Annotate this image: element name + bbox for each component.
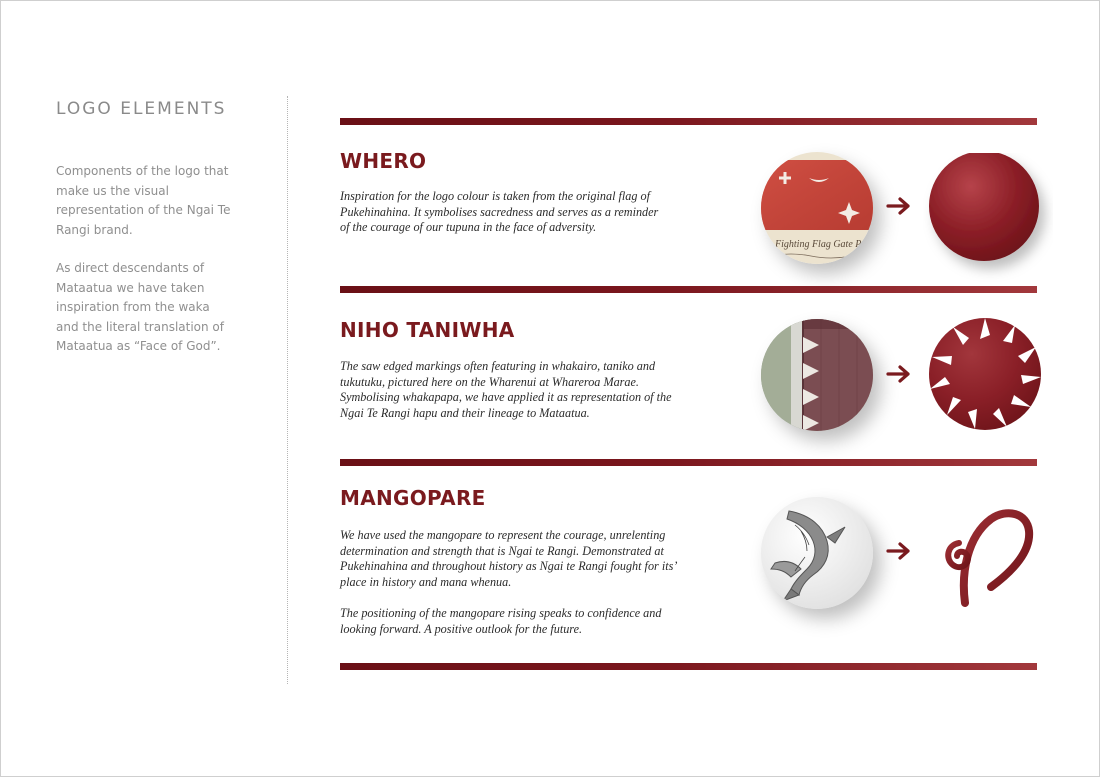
sidebar-divider (287, 96, 288, 684)
section-title-mangopare: MANGOPARE (340, 486, 486, 510)
section-bar-top (340, 118, 1037, 125)
arrow-right-icon (886, 196, 914, 216)
mangopare-paragraph-2: The positioning of the mangopare rising speaks to confidence and looking forward. A positive outlook for the future. (340, 605, 662, 636)
mangopare-symbol (941, 503, 1037, 611)
section-text-whero: Inspiration for the logo colour is taken from the original flag of Pukehinahina. It symbolises sacredness and serves as a reminder of the courage of our tupuna in the face of adversity. (340, 189, 659, 235)
mangopare-paragraph-1: We have used the mangopare to represent the courage, unrelenting determination and strength that is Ngai te Rangi. Demonstrated at Pukehinahina and throughout history as Ngai te Rangi fought for its’ place in history and mana whenua. (340, 528, 677, 590)
flag-caption: Fighting Flag Gate Pa (775, 239, 867, 250)
section-text-niho-taniwha: The saw edged markings often featuring in whakairo, taniko and tukutuku, pictured here on the Wharenui at Whareroa Marae. Symbolising whakapapa, we have applied it as representation of the Ngai Te Rangi hapu and their lineage to Mataatua. (340, 359, 672, 421)
wharenui-carving-photo (761, 319, 873, 431)
section-title-niho-taniwha: NIHO TANIWHA (340, 318, 515, 342)
niho-taniwha-circle (923, 313, 1053, 443)
hammerhead-shark-photo (761, 497, 873, 609)
arrow-right-icon (886, 541, 914, 561)
sidebar-descendants-paragraph: As direct descendants of Mataatua we have taken inspiration from the waka and the literal translation of Mataatua as “Face of God”. (56, 261, 224, 353)
arrow-right-icon (886, 364, 914, 384)
section-bar-niho-bottom (340, 459, 1037, 466)
whero-red-circle (923, 153, 1053, 283)
section-text-mangopare (340, 528, 700, 637)
sidebar-title: LOGO ELEMENTS (56, 99, 227, 119)
section-bar-whero-bottom (340, 286, 1037, 293)
section-bar-bottom (340, 663, 1037, 670)
flag-photo (761, 152, 873, 264)
section-title-whero: WHERO (340, 149, 427, 173)
sidebar-intro-paragraph: Components of the logo that make us the visual representation of the Ngai Te Rangi brand. (56, 164, 231, 237)
